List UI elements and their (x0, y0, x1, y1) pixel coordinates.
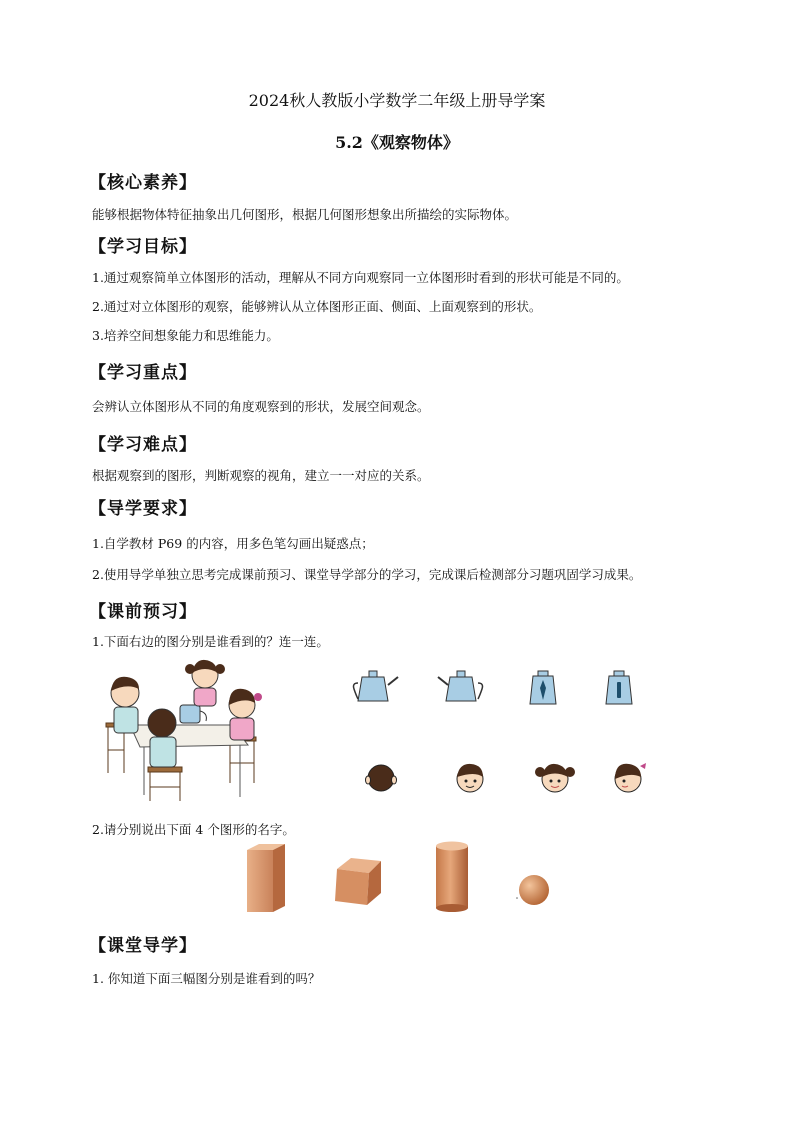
boy-front-head-icon (453, 762, 487, 794)
boy-left-figure (111, 677, 139, 733)
heading-core-literacy: 【核心素养】 (89, 173, 197, 193)
teapot-side-left-icon (352, 665, 400, 705)
boy-back-head-icon (366, 762, 396, 794)
children-table-illustration (100, 655, 265, 803)
requirement-item-1: 1.自学教材 P69 的内容，用多色笔勾画出疑惑点； (92, 536, 374, 551)
heading-classroom: 【课堂导学】 (89, 936, 197, 956)
preview-question-2: 2.请分别说出下面 4 个图形的名字。 (92, 822, 295, 837)
heading-difficulties: 【学习难点】 (89, 435, 197, 455)
girl-side-head-icon (612, 760, 648, 794)
key-points-text: 会辨认立体图形从不同的角度观察到的形状，发展空间观念。 (92, 399, 430, 414)
heading-requirements: 【导学要求】 (89, 499, 197, 519)
goal-item-2: 2.通过对立体图形的观察，能够辨认从立体图形正面、侧面、上面观察到的形状。 (92, 299, 542, 314)
heading-key-points: 【学习重点】 (89, 363, 197, 383)
core-literacy-text: 能够根据物体特征抽象出几何图形，根据几何图形想象出所描绘的实际物体。 (92, 207, 518, 222)
heading-preview: 【课前预习】 (89, 602, 197, 622)
document-title: 2024秋人教版小学数学二年级上册导学案 (248, 91, 546, 110)
teapot-back-icon (604, 668, 634, 708)
girl-top-figure (185, 660, 225, 706)
girl-front-head-icon (535, 762, 575, 794)
lesson-subtitle: 5.2《观察物体》 (335, 133, 459, 152)
heading-learning-goals: 【学习目标】 (89, 237, 197, 257)
preview-question-1: 1.下面右边的图分别是谁看到的？连一连。 (92, 634, 329, 649)
girl-right-figure (229, 689, 262, 740)
cuboid-icon (243, 842, 289, 914)
chair-icon (148, 767, 182, 801)
sphere-icon (514, 872, 552, 908)
teapot-icon (180, 705, 206, 723)
teapot-front-icon (528, 668, 558, 708)
difficulties-text: 根据观察到的图形，判断观察的视角，建立一一对应的关系。 (92, 468, 430, 483)
cube-icon (333, 855, 385, 907)
requirement-item-2: 2.使用导学单独立思考完成课前预习、课堂导学部分的学习，完成课后检测部分习题巩固学习成果。 (92, 567, 642, 582)
teapot-side-right-icon (436, 665, 484, 705)
cylinder-icon (432, 840, 472, 914)
goal-item-1: 1.通过观察简单立体图形的活动，理解从不同方向观察同一立体图形时看到的形状可能是不同的。 (92, 270, 629, 285)
boy-front-figure (148, 709, 176, 767)
classroom-question-1: 1. 你知道下面三幅图分别是谁看到的吗？ (92, 971, 321, 986)
goal-item-3: 3.培养空间想象能力和思维能力。 (92, 328, 279, 343)
